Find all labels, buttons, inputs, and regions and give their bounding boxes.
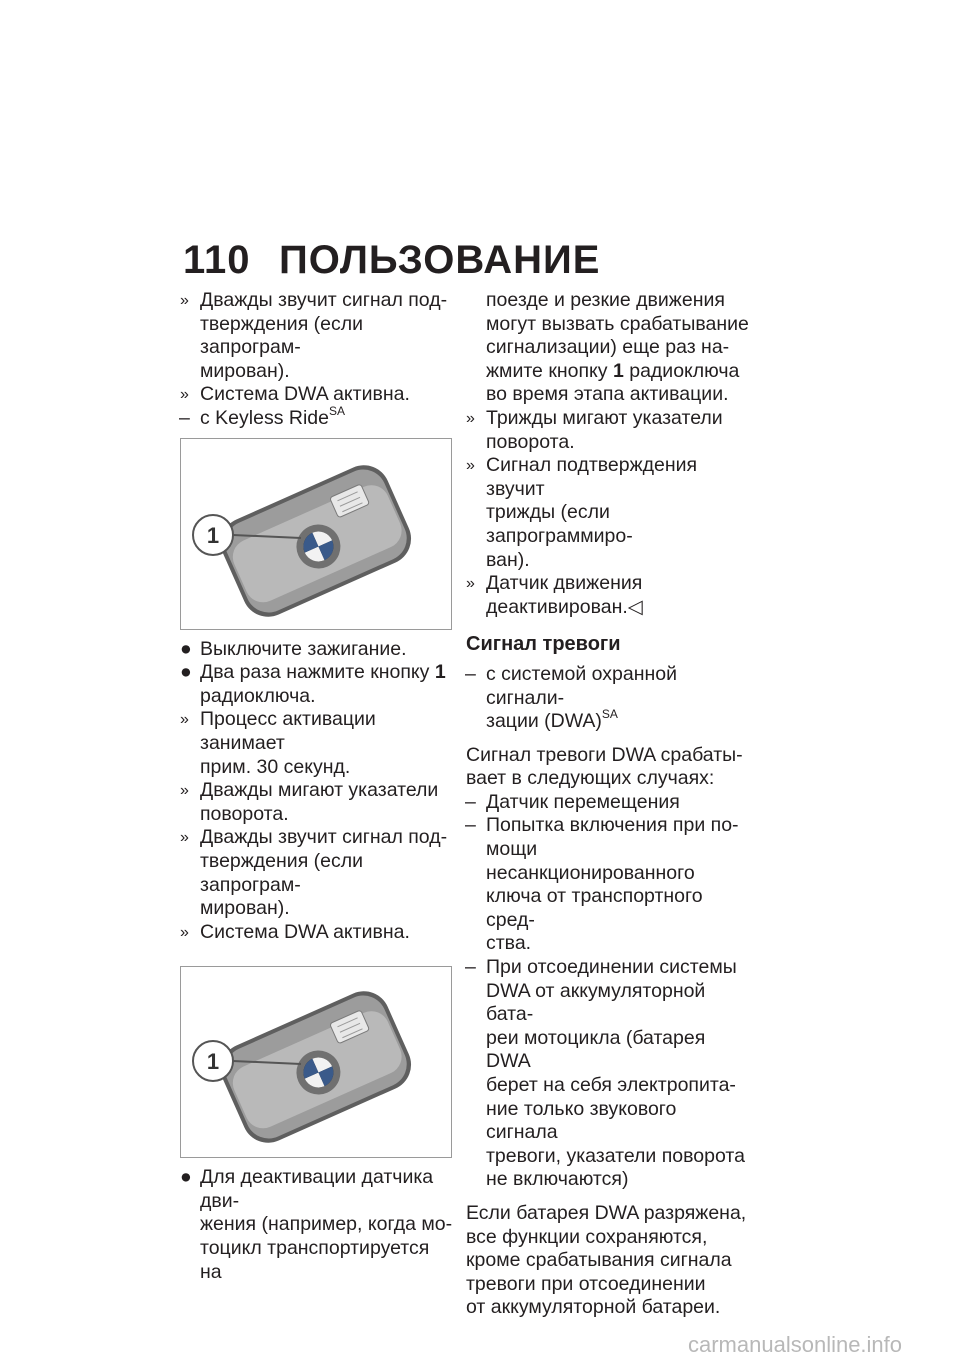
result-text: Система DWA активна. <box>200 920 410 943</box>
result-text: Дважды звучит сигнал под- тверждения (если запрограм- мирован). <box>200 289 448 382</box>
callout-1: 1 <box>206 522 220 548</box>
condition-text: с системой охранной сигнали- зации (DWA) <box>486 662 678 733</box>
key-fob-figure-2 <box>180 966 452 1158</box>
bullet-marker: ● <box>180 661 192 684</box>
alarm-case-text: При отсоединении системы DWA от аккумуляторной бата- реи мотоцикла (батарея DWA берет на себя электропита- ние только звукового сигнала тревоги, указатели поворота не включаются) <box>486 956 745 1191</box>
result-text: Система DWA активна. <box>200 383 410 406</box>
page-header <box>183 238 600 283</box>
result-marker: » <box>466 457 475 475</box>
step-item <box>180 638 456 662</box>
key-fob-figure-1 <box>180 438 452 630</box>
page-title: ПОЛЬЗОВАНИЕ <box>279 238 601 282</box>
result-text: Сигнал подтверждения звучит трижды (если запрограммиро- ван). <box>486 454 698 571</box>
alarm-case-item <box>466 791 750 815</box>
result-marker: » <box>466 575 475 593</box>
page-number: 110 <box>183 238 251 282</box>
result-text: Трижды мигают указатели поворота. <box>486 406 723 453</box>
step-text: поезде и резкие движения могут вызвать срабатывание сигнализации) еще раз на- жмите кнопку <box>486 289 749 382</box>
dash-marker: – <box>465 814 476 837</box>
result-marker: » <box>180 923 189 941</box>
button-reference: 1 <box>612 359 624 382</box>
paragraph: Если батарея DWA разряжена, все функции сохраняются, кроме срабатывания сигнала тревоги при отсоединении от аккумуляторной батареи. <box>466 1201 747 1319</box>
result-item <box>180 383 456 407</box>
result-marker: » <box>180 292 189 309</box>
result-item <box>466 407 750 454</box>
watermark: carmanualsonline.info <box>688 1332 903 1357</box>
result-text: Датчик движения деактивирован.◁ <box>486 572 643 618</box>
result-text: Процесс активации занимает прим. 30 секунд. <box>200 708 376 778</box>
result-item <box>466 572 750 619</box>
step-item <box>180 661 456 708</box>
alarm-case-text: Датчик перемещения <box>486 790 680 813</box>
dash-marker: – <box>465 662 476 685</box>
step-text: Для деактивации датчика дви- жения (например, когда мо- тоцикл транспортируется на <box>200 1166 453 1283</box>
sa-superscript: SA <box>601 707 618 722</box>
key-fob-illustration <box>181 967 451 1157</box>
result-item <box>180 289 456 383</box>
alarm-case-text: Попытка включения при по- мощи несанкционированного ключа от транспортного сред- ства. <box>486 814 739 955</box>
alarm-case-item <box>466 814 750 956</box>
result-marker: » <box>180 711 189 729</box>
button-reference: 1 <box>434 661 446 684</box>
result-marker: » <box>180 386 189 404</box>
result-marker: » <box>180 829 189 847</box>
section-heading: Сигнал тревоги <box>466 633 621 656</box>
result-item <box>180 708 456 779</box>
result-marker: » <box>466 409 475 427</box>
key-fob-illustration <box>181 439 451 629</box>
bullet-marker: ● <box>180 637 192 660</box>
step-text-cont: радиоключа. <box>200 684 316 707</box>
dash-marker: – <box>179 406 190 429</box>
dash-marker: – <box>465 956 476 979</box>
sa-superscript: SA <box>328 403 345 418</box>
result-item <box>180 921 456 945</box>
step-item <box>180 1166 456 1284</box>
result-text: Дважды звучит сигнал под- тверждения (если запрограм- мирован). <box>200 826 448 920</box>
alarm-case-item <box>466 956 750 1192</box>
right-column <box>466 289 750 1320</box>
step-text-cont: радиоключа во время этапа активации. <box>486 359 740 406</box>
condition-item <box>466 663 750 734</box>
result-text: Дважды мигают указатели поворота. <box>200 779 439 825</box>
result-item <box>180 779 456 826</box>
left-column <box>180 289 456 1284</box>
result-item <box>466 454 750 572</box>
step-text: Выключите зажигание. <box>200 637 407 660</box>
bullet-marker: ● <box>180 1166 192 1189</box>
callout-1: 1 <box>206 1049 220 1075</box>
step-text: Два раза нажмите кнопку <box>200 661 435 684</box>
result-marker: » <box>180 782 189 800</box>
step-continuation <box>466 289 750 407</box>
condition-item <box>179 403 456 431</box>
result-item <box>180 826 456 920</box>
condition-text: с Keyless Ride <box>200 406 329 429</box>
paragraph: Сигнал тревоги DWA срабаты- вает в следующих случаях: <box>466 743 743 790</box>
dash-marker: – <box>465 790 476 813</box>
